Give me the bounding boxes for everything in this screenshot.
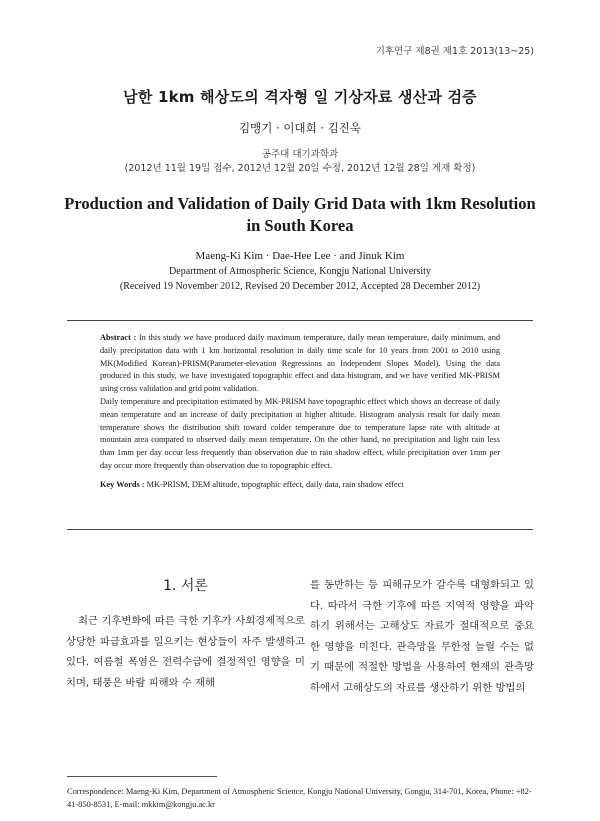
section-title: 1. 서론 [163, 578, 208, 594]
body-left-column [66, 611, 305, 693]
abstract-bottom-rule [67, 529, 533, 530]
keywords-text: MK-PRISM, DEM altitude, topographic effect, daily data, rain shadow effect [146, 479, 404, 489]
keywords-label: Key Words : [100, 479, 145, 489]
body-right-column [310, 575, 534, 698]
korean-title: 남한 1km 해상도의 격자형 일 기상자료 생산과 검증 [123, 88, 477, 106]
abstract-paragraph-1 [100, 332, 500, 396]
abstract-paragraph-2: Daily temperature and precipitation estimated by MK-PRISM have topographic effect which shows an decrease of daily mean temperature and an increase of daily precipitation at higher altitude. Histogram analysis result for daily mean temperature shows the distribution shift toward colder temperature due to temperature lapse rate with altitude at mountain area compared to observed daily mean temperature. On the other hand, no precipitation and light rain less than 1mm per day occur less frequently than observation due to rain shadow effect, while precipitation over 1mm per day occur more frequently than observation due to topographic effect. [100, 396, 500, 470]
abstract-text-1: In this study we have produced daily maximum temperature, daily mean temperature, daily minimum, and daily precipitation data with 1 km horizontal resolution in daily time scale for 10 years from 2001 to 2010 using MK(Modified Korean)-PRISM(Parameter-elevation Regressions an Independent Slopes Model). Using the data produced in this study, we have investigated topographic effect and data histogram, and we have verified MK-PRISM using cross validation and grid point validation. [100, 333, 500, 394]
body-left-text: 최근 기후변화에 따른 극한 기후가 사회경제적으로 상당한 파급효과를 일으키는 현상들이 자주 발생하고 있다. 여름철 폭염은 전력수급에 결정적인 영향을 미치며, 태풍은 바람 피해와 수 재해 [66, 615, 305, 689]
english-authors: Maeng-Ki Kim · Dae-Hee Lee · and Jinuk Kim [195, 250, 405, 262]
abstract-label: Abstract : [100, 333, 137, 342]
footnote-rule [67, 776, 217, 777]
keywords-line [100, 479, 500, 492]
english-dates: (Received 19 November 2012, Revised 20 December 2012, Accepted 28 December 2012) [119, 281, 481, 292]
english-title: Production and Validation of Daily Grid Data with 1km Resolution in South Korea [64, 194, 536, 235]
korean-authors: 김맹기 · 이대희 · 김진욱 [239, 121, 361, 135]
abstract-top-rule [67, 320, 533, 321]
journal-info: 기후연구 제8권 제1호 2013(13~25) [375, 46, 534, 57]
body-right-text: 를 동반하는 등 피해규모가 갈수록 대형화되고 있다. 따라서 극한 기후에 따른 지역적 영향을 파악하기 위해서는 고해상도 자료가 절대적으로 중요한 영향을 미친다. 관측망을 무한정 늘릴 수는 없기 때문에 적절한 방법을 사용하여 현재의 관측망 하에서 고해상도의 자료를 생산하기 위한 방법의 [310, 579, 534, 694]
korean-dates: (2012년 11월 19일 접수, 2012년 12월 20일 수정, 2012년 12월 28일 게재 확정) [124, 163, 476, 174]
abstract-block [100, 332, 500, 492]
correspondence-footnote: Correspondence: Maeng-Ki Kim, Department of Atmospheric Science, Kongju National University, Gongju, 314-701, Korea, Phone: +82-41-850-8531, E-mail: mkkim@kongju.ac.kr [67, 787, 532, 809]
english-affiliation: Department of Atmospheric Science, Kongju National University [169, 266, 431, 277]
korean-affiliation: 공주대 대기과학과 [261, 149, 339, 160]
